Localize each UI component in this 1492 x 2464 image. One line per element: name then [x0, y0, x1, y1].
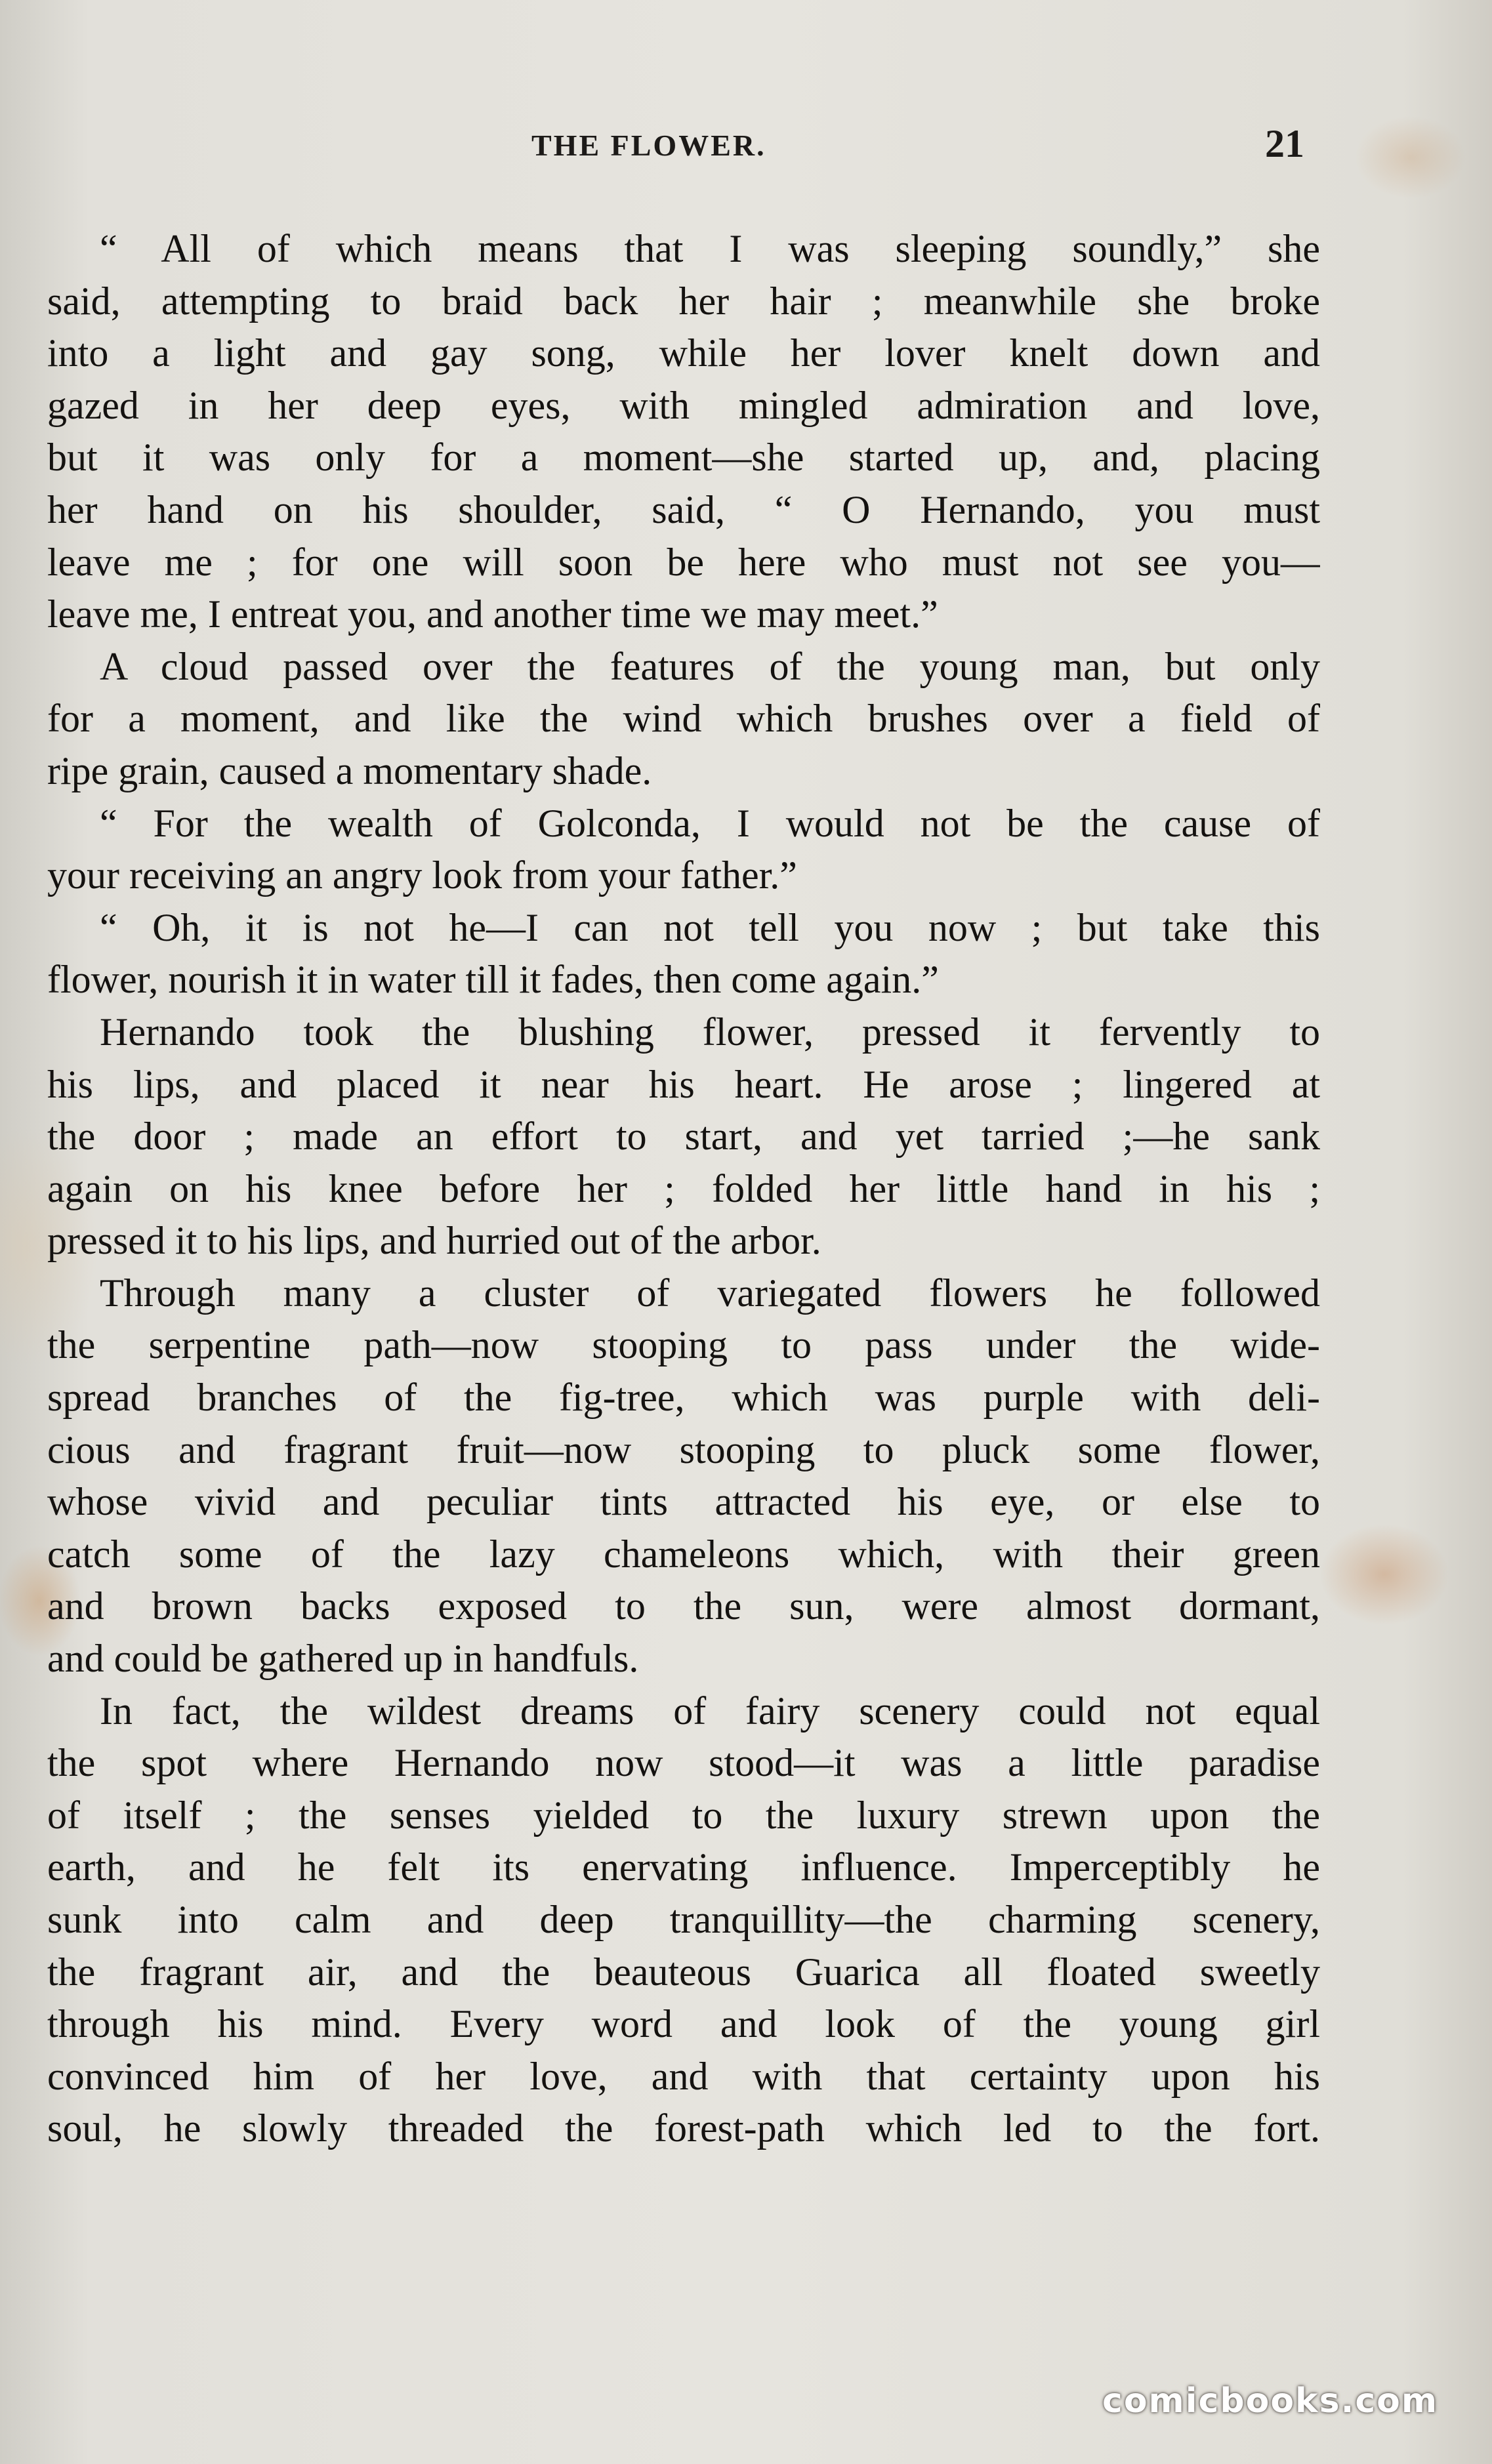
running-title: THE FLOWER.	[531, 129, 766, 162]
text-line: catch some of the lazy chameleons which, with their green	[47, 1532, 1320, 1576]
text-line: the serpentine path—now stooping to pass under the wide-	[47, 1323, 1320, 1367]
text-line: leave me, I entreat you, and another time we may meet.”	[47, 592, 938, 636]
site-watermark: comicbooks.com	[1102, 2381, 1439, 2421]
text-line: his lips, and placed it near his heart. He arose ; lingered at	[47, 1062, 1320, 1106]
text-line: into a light and gay song, while her lover knelt down and	[47, 331, 1320, 375]
text-line: soul, he slowly threaded the forest-path which led to the fort.	[47, 2106, 1320, 2150]
body-text	[47, 223, 1320, 2155]
page-header	[0, 121, 1492, 174]
text-line: Hernando took the blushing flower, pressed it fervently to	[100, 1010, 1320, 1054]
text-line: her hand on his shoulder, said, “ O Hernando, you must	[47, 487, 1320, 531]
text-line: leave me ; for one will soon be here who must not see you—	[47, 540, 1320, 584]
text-line: and could be gathered up in handfuls.	[47, 1637, 639, 1681]
page-number: 21	[1265, 122, 1304, 165]
text-line: sunk into calm and deep tranquillity—the charming scenery,	[47, 1898, 1320, 1941]
text-line: earth, and he felt its enervating influence. Imperceptibly he	[47, 1845, 1320, 1889]
text-line: “ Oh, it is not he—I can not tell you now ; but take this	[100, 905, 1320, 949]
text-line: cious and fragrant fruit—now stooping to pluck some flower,	[47, 1427, 1320, 1471]
text-line: and brown backs exposed to the sun, were almost dormant,	[47, 1584, 1320, 1628]
text-line: the door ; made an effort to start, and yet tarried ;—he sank	[47, 1115, 1320, 1159]
text-line: of itself ; the senses yielded to the luxury strewn upon the	[47, 1793, 1320, 1837]
text-line: convinced him of her love, and with that certainty upon his	[47, 2054, 1320, 2098]
text-line: “ All of which means that I was sleeping soundly,” she	[100, 227, 1320, 270]
text-line: again on his knee before her ; folded her little hand in his ;	[47, 1166, 1320, 1210]
text-line: A cloud passed over the features of the young man, but only	[100, 644, 1320, 688]
text-line: Through many a cluster of variegated flowers he followed	[100, 1271, 1320, 1315]
text-line: flower, nourish it in water till it fades, then come again.”	[47, 958, 939, 1002]
text-line: through his mind. Every word and look of the young girl	[47, 2002, 1320, 2046]
text-line: In fact, the wildest dreams of fairy scenery could not equal	[100, 1689, 1320, 1733]
text-line: “ For the wealth of Golconda, I would not be the cause of	[100, 801, 1320, 845]
text-line: spread branches of the fig-tree, which was purple with deli-	[47, 1376, 1320, 1420]
text-line: said, attempting to braid back her hair ; meanwhile she broke	[47, 279, 1320, 323]
text-line: ripe grain, caused a momentary shade.	[47, 749, 652, 792]
text-line: whose vivid and peculiar tints attracted his eye, or else to	[47, 1480, 1320, 1524]
text-line: pressed it to his lips, and hurried out of the arbor.	[47, 1219, 821, 1263]
text-line: your receiving an angry look from your father.”	[47, 853, 797, 897]
text-line: gazed in her deep eyes, with mingled admiration and love,	[47, 383, 1320, 427]
text-line: the fragrant air, and the beauteous Guarica all floated sweetly	[47, 1950, 1320, 1994]
text-line: but it was only for a moment—she started up, and, placing	[47, 436, 1320, 480]
text-line: for a moment, and like the wind which brushes over a field of	[47, 697, 1320, 741]
text-line: the spot where Hernando now stood—it was a little paradise	[47, 1741, 1320, 1785]
